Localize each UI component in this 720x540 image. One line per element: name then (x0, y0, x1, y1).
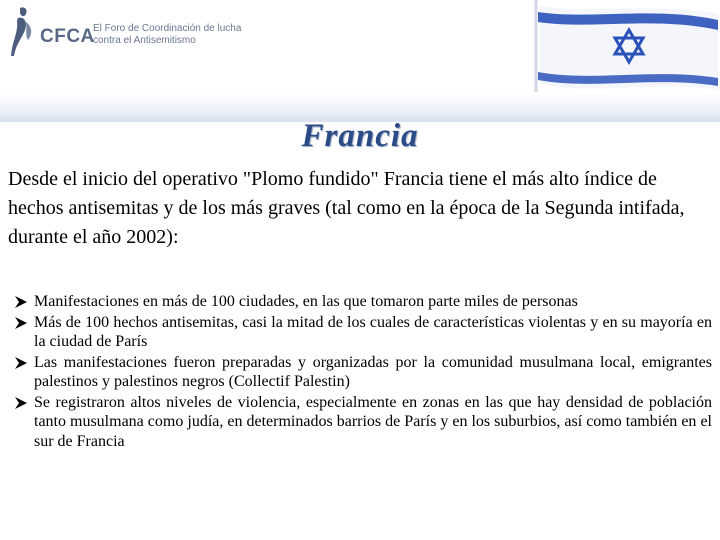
cfca-figure-logo-icon (6, 4, 36, 62)
israel-flag-icon (532, 0, 720, 98)
logo-acronym: CFCA (40, 26, 95, 47)
cfca-logo (6, 4, 246, 64)
arrow-bullet-icon (14, 316, 28, 330)
logo-subtitle: El Foro de Coordinación de lucha contra el Antisemitismo (93, 23, 242, 46)
list-item (14, 353, 712, 392)
slide-title: Francia (301, 118, 419, 154)
bullet-text: Más de 100 hechos antisemitas, casi la mitad de los cuales de características violentas y en su mayoría en la ciudad de París (34, 313, 712, 350)
bullet-text: Manifestaciones en más de 100 ciudades, en las que tomaron parte miles de personas (34, 293, 578, 310)
arrow-bullet-icon (14, 295, 28, 309)
intro-paragraph: Desde el inicio del operativo "Plomo fundido" Francia tiene el más alto índice de hechos antisemitas y de los más graves (tal como en la época de la Segunda intifada, durante el año 2002): (8, 168, 685, 248)
list-item (14, 313, 712, 352)
bullet-text: Se registraron altos niveles de violencia, especialmente en zonas en las que hay densidad de población tanto musulmana como judía, en determinados barrios de París y en los suburbios, así como también en el sur de Francia (34, 393, 712, 450)
arrow-bullet-icon (14, 356, 28, 370)
arrow-bullet-icon (14, 396, 28, 410)
list-item (14, 393, 712, 452)
bullet-text: Las manifestaciones fueron preparadas y organizadas por la comunidad musulmana local, emigrantes palestinos y palestinos negros (Collectif Palestin) (34, 353, 712, 390)
bullet-list (14, 292, 712, 452)
list-item (14, 292, 712, 312)
